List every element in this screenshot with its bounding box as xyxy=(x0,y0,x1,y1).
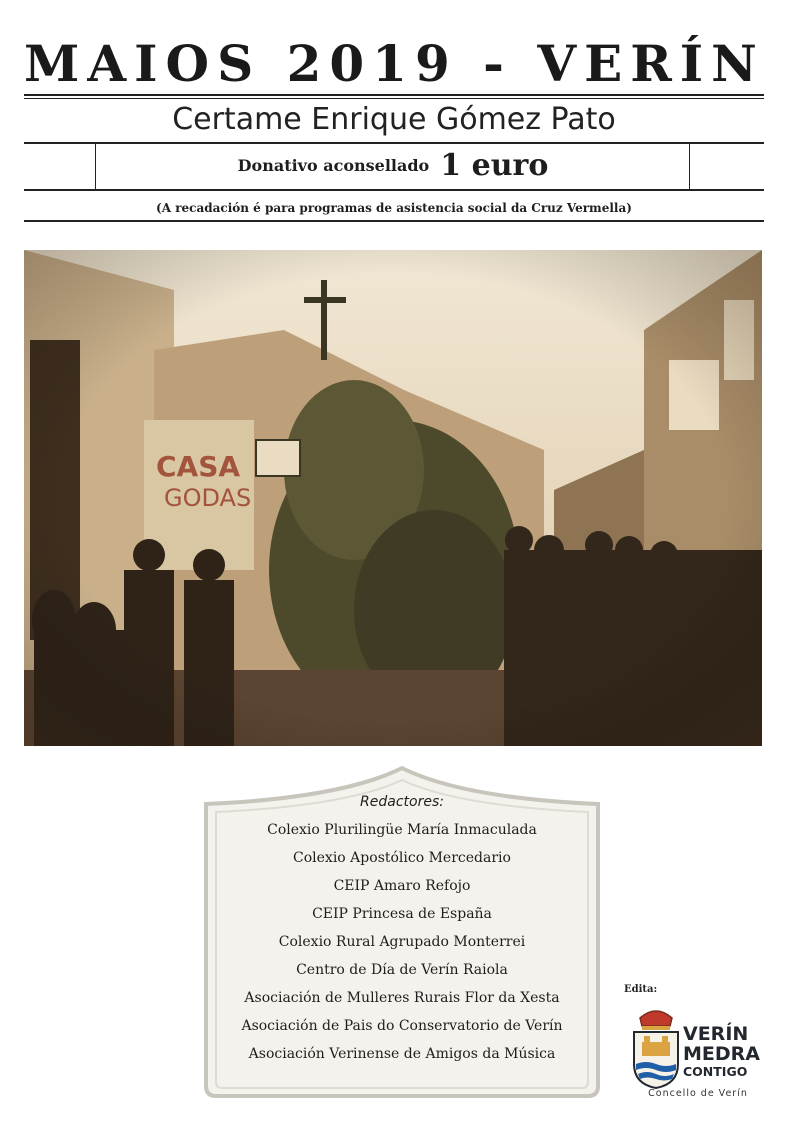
edita-label: Edita: xyxy=(624,984,658,995)
brand-line3: CONTIGO xyxy=(683,1064,748,1079)
author-item: Colexio Apostólico Mercedario xyxy=(293,850,511,866)
crown xyxy=(640,1011,672,1026)
author-item: CEIP Amaro Refojo xyxy=(333,878,471,894)
plaque-heading: Redactores: xyxy=(360,794,444,810)
author-item: Asociación Verinense de Amigos da Música xyxy=(248,1046,556,1062)
author-item: CEIP Princesa de España xyxy=(312,906,492,922)
donation-bottom-rule xyxy=(24,189,764,191)
crown-band xyxy=(642,1026,670,1030)
credits-plaque xyxy=(192,790,612,1068)
donation-box xyxy=(96,142,690,189)
author-item: Asociación de Pais do Conservatorio de Verín xyxy=(241,1018,563,1034)
brand-line1: VERÍN xyxy=(683,1023,749,1045)
castle-tower-left xyxy=(644,1036,650,1044)
donation-amount: 1 euro xyxy=(440,148,549,183)
author-item: Colexio Plurilingüe María Inmaculada xyxy=(267,822,537,838)
historic-photo xyxy=(24,250,762,746)
verin-crest-icon xyxy=(630,998,682,1090)
author-item: Asociación de Mulleres Rurais Flor da Xesta xyxy=(244,990,560,1006)
brand-line2: MEDRA xyxy=(683,1043,760,1065)
donation-label: Donativo aconsellado xyxy=(237,156,430,175)
brand-logo xyxy=(683,1025,761,1079)
shield xyxy=(634,1032,678,1088)
proceeds-note: (A recadación é para programas de asistencia social da Cruz Vermella) xyxy=(156,201,632,215)
author-item: Colexio Rural Agrupado Monterrei xyxy=(278,934,526,950)
title-underline xyxy=(24,94,764,96)
castle xyxy=(642,1042,670,1056)
photo-vignette xyxy=(24,250,762,746)
brand-subtitle: Concello de Verín xyxy=(648,1088,748,1099)
title-underline-thin xyxy=(24,98,764,99)
author-item: Centro de Día de Verín Raiola xyxy=(296,962,508,978)
authors-list xyxy=(192,816,612,1068)
castle-tower-right xyxy=(662,1036,668,1044)
page-title: MAIOS 2019 - VERÍN xyxy=(24,34,765,93)
contest-subtitle: Certame Enrique Gómez Pato xyxy=(172,102,616,137)
note-underline xyxy=(24,220,764,222)
